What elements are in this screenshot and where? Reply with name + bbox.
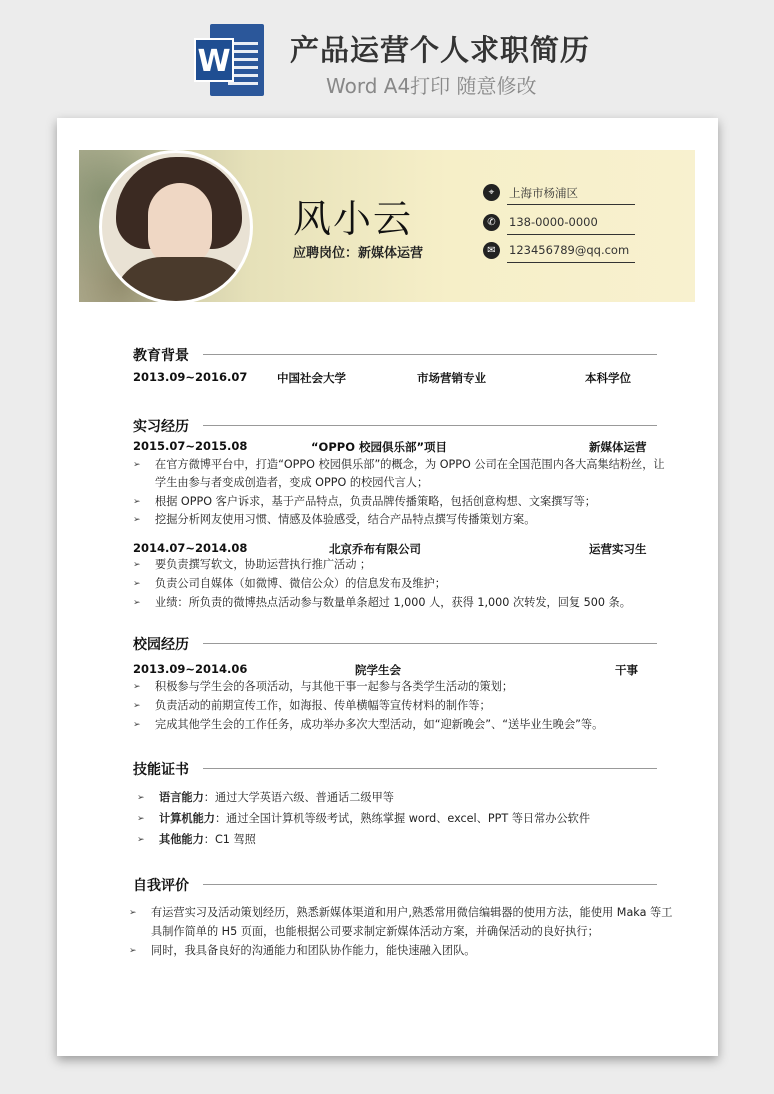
education-major: 市场营销专业 — [417, 371, 486, 385]
section-divider — [203, 768, 657, 769]
contact-address: ⌖ 上海市杨浦区 — [483, 184, 637, 206]
applied-position: 应聘岗位：新媒体运营 — [293, 246, 424, 261]
education-degree: 本科学位 — [585, 371, 631, 385]
arrow-bullet-icon: ➢ — [133, 460, 141, 470]
arrow-bullet-icon: ➢ — [137, 814, 145, 824]
section-title-internship: 实习经历 — [133, 419, 189, 435]
arrow-bullet-icon: ➢ — [133, 682, 141, 692]
job-org: 北京乔布有限公司 — [329, 542, 421, 556]
arrow-bullet-icon: ➢ — [133, 497, 141, 507]
section-title-education: 教育背景 — [133, 348, 189, 364]
section-title-self-evaluation: 自我评价 — [133, 878, 189, 894]
campus-row — [133, 662, 645, 678]
job-role: 运营实习生 — [589, 542, 647, 556]
job-role: 新媒体运营 — [589, 440, 647, 454]
job-period: 2015.07~2015.08 — [133, 439, 248, 453]
arrow-bullet-icon: ➢ — [133, 720, 141, 730]
banner-subtitle: Word A4打印 随意修改 — [326, 74, 537, 98]
location-pin-icon: ⌖ — [483, 184, 500, 201]
candidate-name: 风小云 — [293, 197, 414, 241]
job-period: 2014.07~2014.08 — [133, 541, 248, 555]
arrow-bullet-icon: ➢ — [137, 793, 145, 803]
campus-org: 院学生会 — [355, 663, 401, 677]
campus-role: 干事 — [615, 663, 638, 677]
arrow-bullet-icon: ➢ — [133, 579, 141, 589]
email-icon: ✉ — [483, 242, 500, 259]
section-divider — [203, 643, 657, 644]
arrow-bullet-icon: ➢ — [133, 560, 141, 570]
job-row — [133, 541, 645, 557]
banner-title: 产品运营个人求职简历 — [290, 33, 591, 67]
section-divider — [203, 884, 657, 885]
arrow-bullet-icon: ➢ — [133, 701, 141, 711]
education-row — [133, 370, 645, 386]
avatar — [99, 150, 253, 304]
phone-icon: ✆ — [483, 214, 500, 231]
contact-phone: ✆ 138-0000-0000 — [483, 214, 637, 236]
contact-email: ✉ 123456789@qq.com — [483, 242, 637, 264]
job-org: “OPPO 校园俱乐部”项目 — [311, 440, 448, 454]
section-divider — [203, 425, 657, 426]
word-document-icon: W — [194, 24, 264, 96]
section-title-campus: 校园经历 — [133, 637, 189, 653]
arrow-bullet-icon: ➢ — [133, 598, 141, 608]
arrow-bullet-icon: ➢ — [137, 835, 145, 845]
resume-page: 风小云 应聘岗位：新媒体运营 ⌖ 上海市杨浦区 ✆ 138-0000-0000 ✉ 123456789@qq.com 教育背景 2013.09~2016.07 中国社会大学 市场营销专业 本科学位 实习经历 2015.07~2015.08 “OPPO 校园俱乐部”项目 新媒体运营 ➢ 在官方微博平台中，打造“OPPO 校园俱乐部”的概念，为 OPPO 公司在全国范围内各大高集结粉丝，让 学生由参与者变成创造者，变成 OPPO 的校园代言人； ➢ 根据 OPPO 客户诉求，基于产品特点，负责品牌传播策略，包括创意构想、文案撰写等； ➢ 挖掘分析网友使用习惯、情感及体验感受，结合产品特点撰写传播策划方案。 2014.07~2014.08 北京乔布有限公司 运营实习生 ➢ 要负责撰写软文，协助运营执行推广活动 ； ➢ 负责公司自媒体（如微博、微信公众）的信息发布及维护； ➢ 业绩：所负责的微博热点活动参与数量单条超过 1,000 人，获得 1,000 次转发，回复 500 条。 校园经历 2013.09~2014.06 院学生会 干事 ➢ 积极参与学生会的各项活动，与其他干事一起参与各类学生活动的策划； ➢ 负责活动的前期宣传工作，如海报、传单横幅等宣传材料的制作等； ➢ 完成其他学生会的工作任务，成功举办多次大型活动，如“迎新晚会”、“送毕业生晚会”等。 技能证书 ➢ 语言能力：通过大学英语六级、普通话二级甲等 ➢ 计算机能力：通过全国计算机等级考试，熟练掌握 word、excel、PPT 等日常办公软件 ➢ 其他能力：C1 驾照 自我评价 ➢ 有运营实习及活动策划经历，熟悉新媒体渠道和用户,熟悉常用微信编辑器的使用方法，能使用 Maka 等工 具制作简单的 H5 页面，也能根据公司要求制定新媒体活动方案，并确保活动的良好执行； ➢ 同时，我具备良好的沟通能力和团队协作能力，能快速融入团队。 — [57, 118, 718, 1056]
campus-period: 2013.09~2014.06 — [133, 662, 248, 676]
education-school: 中国社会大学 — [277, 371, 346, 385]
section-title-skills: 技能证书 — [133, 762, 189, 778]
education-period: 2013.09~2016.07 — [133, 370, 248, 384]
job-row — [133, 439, 645, 455]
arrow-bullet-icon: ➢ — [129, 946, 137, 956]
section-divider — [203, 354, 657, 355]
arrow-bullet-icon: ➢ — [129, 908, 137, 918]
top-banner — [0, 0, 774, 110]
arrow-bullet-icon: ➢ — [133, 515, 141, 525]
